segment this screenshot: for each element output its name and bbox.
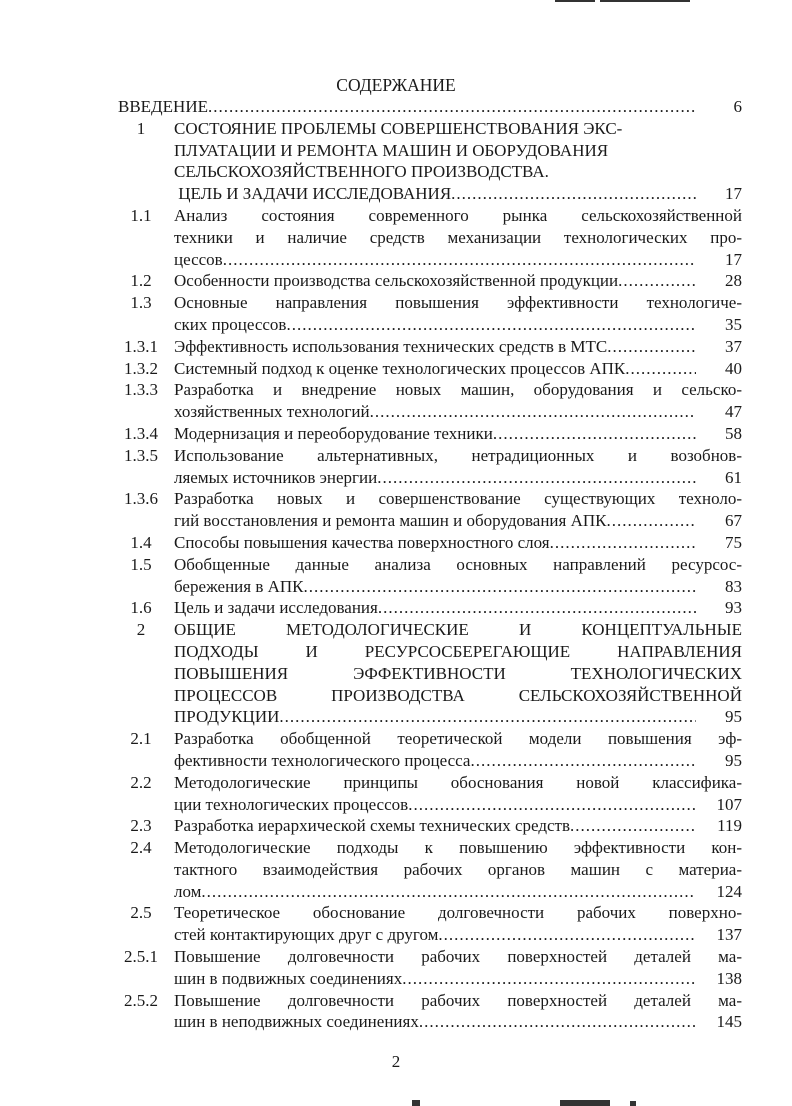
entry-title: [164, 423, 742, 445]
table-of-contents: [118, 96, 742, 1033]
entry-title-line: цессов: [174, 249, 223, 269]
toc-entry: [118, 772, 742, 816]
entry-title-line: стей контактирующих друг с другом: [174, 925, 439, 945]
entry-title-last-line: [174, 532, 742, 554]
page-ref: 47: [725, 402, 742, 422]
entry-title-line: ских процессов: [174, 314, 287, 334]
entry-title: [164, 772, 742, 816]
scan-artifact: [630, 1101, 636, 1106]
entry-title-last-line: [174, 423, 742, 445]
entry-title-last-line: [174, 314, 742, 336]
page-ref: 138: [716, 968, 742, 988]
entry-title-line: Разработка и внедрение новых машин, оборудования и сельско-: [174, 380, 742, 400]
section-number: 1.2: [130, 271, 152, 291]
toc-entry: [118, 336, 742, 358]
dot-leader: [607, 336, 696, 358]
entry-title-line: Анализ состояния современного рынка сельскохозяйственной: [174, 205, 742, 225]
entry-title-last-line: [174, 336, 742, 358]
section-number: 2.2: [130, 772, 152, 792]
entry-title-line: ОБЩИЕ МЕТОДОЛОГИЧЕСКИЕ И КОНЦЕПТУАЛЬНЫЕ: [174, 620, 742, 640]
page-ref: 83: [725, 576, 742, 596]
entry-title-line: Разработка обобщенной теоретической модели повышения эф-: [174, 729, 742, 749]
toc-entry: [118, 96, 742, 118]
entry-title: [164, 990, 742, 1034]
page-ref: 124: [716, 881, 742, 901]
toc-entry: [118, 423, 742, 445]
entry-title-line: ПРОЦЕССОВ ПРОИЗВОДСТВА СЕЛЬСКОХОЗЯЙСТВЕННОЙ: [174, 685, 742, 705]
entry-title-line: фективности технологического процесса: [174, 750, 471, 770]
entry-title-line: бережения в АПК: [174, 576, 304, 596]
entry-title-line: Методологические принципы обоснования новой классифика-: [174, 772, 742, 792]
section-number: 1.3.3: [124, 380, 158, 400]
page-ref: 107: [716, 794, 742, 814]
toc-entry: [118, 358, 742, 380]
dot-leader: [408, 794, 696, 816]
entry-title-line: ПОДХОДЫ И РЕСУРСОСБЕРЕГАЮЩИЕ НАПРАВЛЕНИЯ: [174, 641, 742, 661]
page-ref: 6: [733, 97, 742, 116]
entry-title-line: ЦЕЛЬ И ЗАДАЧИ ИССЛЕДОВАНИЯ: [174, 184, 452, 204]
toc-entry: [118, 902, 742, 946]
page-ref: 28: [725, 271, 742, 291]
page-number: 2: [391, 1052, 401, 1071]
entry-title-last-line: [174, 924, 742, 946]
entry-title: [164, 270, 742, 292]
toc-entry: [118, 488, 742, 532]
page-ref: 67: [725, 511, 742, 531]
entry-title-last-line: [174, 401, 742, 423]
toc-entry: [118, 445, 742, 489]
entry-title-last-line: [174, 576, 742, 598]
page-ref: 119: [717, 816, 742, 836]
entry-title-line: хозяйственных технологий: [174, 402, 370, 422]
dot-leader: [419, 1011, 696, 1033]
entry-title-line: Разработка иерархической схемы технических средств: [174, 816, 571, 836]
entry-title-line: Способы повышения качества поверхностного слоя: [174, 532, 550, 552]
entry-title-last-line: [174, 968, 742, 990]
entry-title-line: Методологические подходы к повышению эффективности кон-: [174, 838, 742, 858]
entry-title-line: Системный подход к оценке технологических процессов АПК: [174, 358, 626, 378]
section-number: 2.5: [130, 903, 152, 923]
page-ref: 40: [725, 358, 742, 378]
entry-title: [164, 815, 742, 837]
entry-title-line: ПРОДУКЦИИ: [174, 707, 280, 727]
page-ref: 95: [725, 707, 742, 727]
entry-title: [164, 532, 742, 554]
section-number: 1.4: [130, 532, 152, 552]
entry-title-line: Особенности производства сельскохозяйственной продукции: [174, 271, 619, 291]
page-ref: 35: [725, 314, 742, 334]
section-number: 2.3: [130, 816, 152, 836]
entry-title-line: Основные направления повышения эффективности технологиче-: [174, 293, 742, 313]
entry-title: [164, 728, 742, 772]
entry-title-last-line: [174, 597, 742, 619]
toc-title: СОДЕРЖАНИЕ: [336, 75, 456, 95]
toc-entry: [118, 205, 742, 270]
section-number: 1.1: [130, 205, 152, 225]
page-ref: 17: [725, 184, 742, 204]
entry-title-line: Использование альтернативных, нетрадиционных и возобнов-: [174, 445, 742, 465]
entry-title: [164, 597, 742, 619]
toc-entry: [118, 379, 742, 423]
entry-title-last-line: [174, 510, 742, 532]
section-number: 1.3.2: [124, 358, 158, 378]
dot-leader: [279, 706, 696, 728]
section-number: 1.3.1: [124, 336, 158, 356]
section-number: 1.3.5: [124, 445, 158, 465]
toc-entry: [118, 990, 742, 1034]
dot-leader: [402, 968, 696, 990]
entry-title-last-line: [174, 1011, 742, 1033]
page-ref: 137: [716, 925, 742, 945]
entry-title-line: Модернизация и переоборудование техники: [174, 423, 493, 443]
dot-leader: [625, 358, 696, 380]
scan-artifact: [600, 0, 690, 2]
entry-title-line: техники и наличие средств механизации технологических про-: [174, 227, 742, 247]
page-ref: 37: [725, 336, 742, 356]
page-ref: 95: [725, 750, 742, 770]
entry-title-line: тактного взаимодействия рабочих органов машин с материа-: [174, 859, 742, 879]
entry-title-line: ВВЕДЕНИЕ: [118, 97, 208, 116]
entry-title-last-line: [174, 815, 742, 837]
entry-title-last-line: [174, 881, 742, 903]
entry-title-line: лом: [174, 881, 202, 901]
dot-leader: [223, 249, 696, 271]
dot-leader: [378, 597, 696, 619]
entry-title: [164, 445, 742, 489]
entry-title-last-line: [174, 270, 742, 292]
toc-entry: [118, 118, 742, 205]
entry-title-line: Разработка новых и совершенствование существующих техноло-: [174, 489, 742, 509]
toc-entry: [118, 270, 742, 292]
entry-title-line: Цель и задачи исследования: [174, 598, 378, 618]
entry-title-line: СОСТОЯНИЕ ПРОБЛЕМЫ СОВЕРШЕНСТВОВАНИЯ ЭКС-: [174, 118, 623, 138]
entry-title-last-line: [174, 249, 742, 271]
entry-title-line: ции технологических процессов: [174, 794, 409, 814]
dot-leader: [377, 467, 696, 489]
section-number: 2.5.2: [124, 990, 158, 1010]
page-ref: 145: [716, 1012, 742, 1032]
page-ref: 17: [725, 249, 742, 269]
section-number: 2.5.1: [124, 947, 158, 967]
entry-title-last-line: [174, 794, 742, 816]
scan-artifact: [555, 0, 595, 2]
entry-title-line: ПЛУАТАЦИИ И РЕМОНТА МАШИН И ОБОРУДОВАНИЯ: [174, 140, 609, 160]
entry-title: [164, 902, 742, 946]
entry-title-line: Обобщенные данные анализа основных направлений ресурсос-: [174, 554, 742, 574]
entry-title: [164, 336, 742, 358]
dot-leader: [570, 815, 696, 837]
entry-title: [118, 96, 742, 118]
entry-title-last-line: [118, 96, 742, 118]
dot-leader: [618, 270, 696, 292]
entry-title: [164, 554, 742, 598]
toc-entry: [118, 837, 742, 902]
entry-title-last-line: [174, 183, 742, 205]
entry-title: [164, 946, 742, 990]
entry-title-last-line: [174, 467, 742, 489]
entry-title: [164, 379, 742, 423]
dot-leader: [550, 532, 696, 554]
entry-title-line: Эффективность использования технических средств в МТС: [174, 336, 608, 356]
section-number: 1.3: [130, 293, 152, 313]
dot-leader: [370, 401, 696, 423]
entry-title: [164, 292, 742, 336]
entry-title-last-line: [174, 750, 742, 772]
entry-title-last-line: [174, 358, 742, 380]
entry-title-line: Повышение долговечности рабочих поверхностей деталей ма-: [174, 990, 742, 1010]
section-number: 2.1: [130, 729, 152, 749]
toc-entry: [118, 728, 742, 772]
toc-entry: [118, 597, 742, 619]
section-number: 1.3.4: [124, 423, 158, 443]
toc-entry: [118, 532, 742, 554]
entry-title-line: шин в неподвижных соединениях: [174, 1012, 419, 1032]
entry-title-line: ляемых источников энергии: [174, 467, 378, 487]
scan-artifact: [560, 1100, 610, 1106]
dot-leader: [493, 423, 696, 445]
toc-entry: [118, 946, 742, 990]
entry-title-line: ПОВЫШЕНИЯ ЭФФЕКТИВНОСТИ ТЕХНОЛОГИЧЕСКИХ: [174, 663, 742, 683]
dot-leader: [451, 183, 696, 205]
dot-leader: [208, 96, 696, 118]
entry-title: [164, 358, 742, 380]
page-ref: 75: [725, 532, 742, 552]
section-number: 1: [136, 118, 146, 138]
toc-entry: [118, 619, 742, 728]
dot-leader: [286, 314, 696, 336]
entry-title: [164, 837, 742, 902]
dot-leader: [470, 750, 696, 772]
entry-title-last-line: [174, 706, 742, 728]
entry-title: [164, 205, 742, 270]
section-number: 1.3.6: [124, 489, 158, 509]
section-number: 1.6: [130, 598, 152, 618]
dot-leader: [201, 881, 696, 903]
section-number: 1.5: [130, 554, 152, 574]
section-number: 2.4: [130, 838, 152, 858]
dot-leader: [438, 924, 696, 946]
entry-title: [164, 619, 742, 728]
toc-entry: [118, 292, 742, 336]
section-number: 2: [136, 620, 146, 640]
toc-entry: [118, 554, 742, 598]
entry-title: [164, 488, 742, 532]
dot-leader: [606, 510, 696, 532]
dot-leader: [304, 576, 696, 598]
scan-artifact: [412, 1100, 420, 1106]
page-ref: 93: [725, 598, 742, 618]
page-ref: 58: [725, 423, 742, 443]
entry-title-line: Повышение долговечности рабочих поверхностей деталей ма-: [174, 947, 742, 967]
entry-title-line: гий восстановления и ремонта машин и оборудования АПК: [174, 511, 607, 531]
entry-title-line: шин в подвижных соединениях: [174, 968, 403, 988]
toc-entry: [118, 815, 742, 837]
entry-title-line: СЕЛЬСКОХОЗЯЙСТВЕННОГО ПРОИЗВОДСТВА.: [174, 162, 549, 182]
entry-title: [164, 118, 742, 205]
entry-title-line: Теоретическое обоснование долговечности рабочих поверхно-: [174, 903, 742, 923]
page-ref: 61: [725, 467, 742, 487]
